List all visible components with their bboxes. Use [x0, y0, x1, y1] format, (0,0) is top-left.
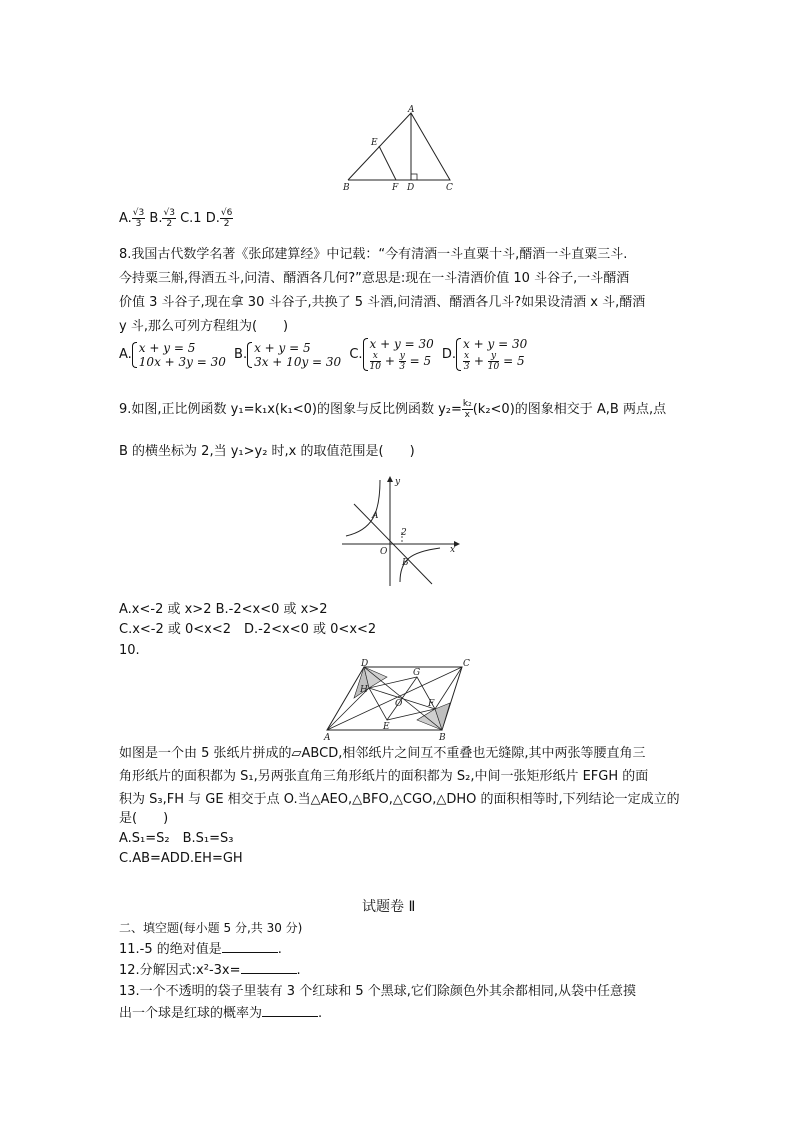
answer-blank[interactable]	[262, 1004, 318, 1017]
label-O: O	[380, 547, 388, 557]
q8-options	[119, 337, 527, 372]
q9-options-cd: C.x<-2 或 0<x<2 D.-2<x<0 或 0<x<2	[119, 622, 377, 637]
answer-blank[interactable]	[241, 961, 297, 974]
q8-line1: 8.我国古代数学名著《张邱建算经》中记载：“今有清酒一斗直粟十斗,醑酒一斗直粟三斗.	[119, 247, 628, 262]
q10-line3: 积为 S₃,FH 与 GE 相交于点 O.当△AEO,△BFO,△CGO,△DHO 的面积相等时,下列结论一定成立的	[119, 792, 680, 807]
function-graph	[336, 474, 460, 590]
label-D: D	[407, 183, 415, 193]
section-heading: 二、填空题(每小题 5 分,共 30 分)	[119, 921, 303, 935]
q12: 12.分解因式:x²-3x= .	[119, 963, 301, 978]
part2-title: 试题卷 Ⅱ	[362, 899, 416, 915]
q9-options-ab: A.x<-2 或 x>2 B.-2<x<0 或 x>2	[119, 602, 328, 617]
label-A: A	[408, 105, 415, 115]
label-B: B	[402, 558, 409, 568]
label-B: B	[439, 733, 446, 742]
q8-line4: y 斗,那么可列方程组为( )	[119, 319, 289, 334]
label-D: D	[361, 659, 369, 669]
triangle-figure	[338, 104, 458, 194]
q8-option-d: D.x + y = 30 $\frac{x}{3}$ + $\frac{y}{10}$ = 5	[441, 337, 528, 372]
answer-blank[interactable]	[222, 940, 278, 953]
q10-line2: 角形纸片的面积都为 S₁,另两张直角三角形纸片的面积都为 S₂,中间一张矩形纸片 EFGH 的面	[119, 769, 649, 784]
label-2: 2	[401, 528, 407, 538]
label-A: A	[372, 511, 379, 521]
label-B: B	[343, 183, 350, 193]
label-F: F	[428, 699, 435, 709]
q10-options-ab: A.S₁=S₂ B.S₁=S₃	[119, 831, 234, 846]
q8-option-c: C.x + y = 30 $\frac{x}{10}$ + $\frac{y}{3}$ = 5	[349, 337, 434, 372]
label-E: E	[383, 722, 390, 732]
label-y: y	[395, 477, 401, 487]
label-O: O	[395, 699, 403, 709]
q11: 11.-5 的绝对值是 .	[119, 942, 282, 957]
label-F: F	[392, 183, 399, 193]
q10-line4: 是( )	[119, 811, 169, 826]
label-A: A	[324, 733, 331, 742]
q8-option-b: B. x + y = 5 3x + 10y = 30	[234, 340, 342, 369]
label-C: C	[463, 659, 470, 669]
q13-line2: 出一个球是红球的概率为 .	[119, 1006, 323, 1021]
q7-options: A. $\frac{√3}{3}$ B. $\frac{√3}{2}$ C.1 D. $\frac{√6}{2}$	[119, 208, 233, 229]
q8-line3: 价值 3 斗谷子,现在拿 30 斗谷子,共换了 5 斗酒,问清酒、醑酒各几斗?如果设清酒 x 斗,醑酒	[119, 295, 646, 310]
q8-line2: 今持粟三斛,得酒五斗,问清、醑酒各几何?”意思是:现在一斗清酒价值 10 斗谷子,一斗醑酒	[119, 271, 630, 286]
parallelogram-figure	[322, 658, 482, 742]
label-G: G	[413, 668, 421, 678]
q10-line1: 如图是一个由 5 张纸片拼成的▱ABCD,相邻纸片之间互不重叠也无缝隙,其中两张等腰直角三	[119, 746, 646, 761]
q10-options-cd: C.AB=ADD.EH=GH	[119, 851, 243, 866]
label-H: H	[360, 685, 368, 695]
q9-line1: 9.如图,正比例函数 y₁=k₁x(k₁<0)的图象与反比例函数 y₂= $\frac{\text{k₂}}{x}$ (k₂<0)的图象相交于 A,B 两点,点	[119, 399, 667, 420]
q9-line2: B 的横坐标为 2,当 y₁>y₂ 时,x 的取值范围是( )	[119, 444, 415, 459]
label-E: E	[371, 138, 378, 148]
q10-number: 10.	[119, 643, 140, 658]
label-x: x	[450, 545, 456, 555]
label-C: C	[446, 183, 453, 193]
q8-option-a: A. x + y = 5 10x + 3y = 30	[119, 340, 226, 369]
q13-line1: 13.一个不透明的袋子里装有 3 个红球和 5 个黑球,它们除颜色外其余都相同,从袋中任意摸	[119, 984, 637, 999]
